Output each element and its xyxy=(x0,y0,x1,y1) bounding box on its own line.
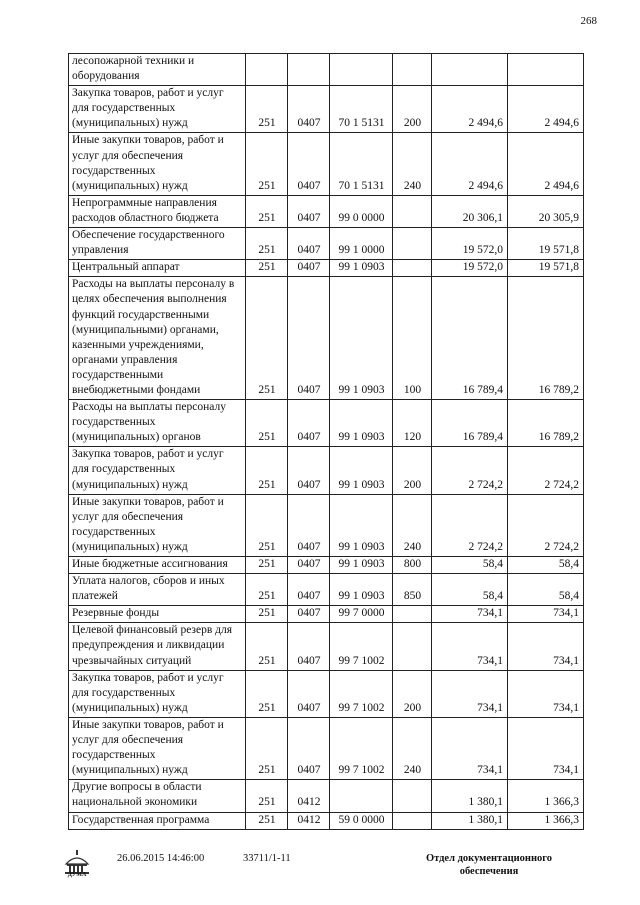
ministry-code-cell: 251 xyxy=(246,86,288,133)
target-item-cell: 70 1 5131 xyxy=(330,86,393,133)
target-item-cell: 99 0 0000 xyxy=(330,195,393,227)
expense-type-cell: 200 xyxy=(393,447,432,494)
amount-cell: 2 494,6 xyxy=(432,133,508,195)
amount-executed-cell: 1 366,3 xyxy=(508,812,584,829)
expense-type-cell: 200 xyxy=(393,86,432,133)
amount-executed-cell: 19 571,8 xyxy=(508,228,584,260)
amount-cell: 734,1 xyxy=(432,670,508,717)
section-code-cell: 0407 xyxy=(288,400,330,447)
ministry-code-cell: 251 xyxy=(246,606,288,623)
ministry-code-cell xyxy=(246,54,288,86)
row-name-cell: Государственная программа xyxy=(69,812,246,829)
table-row xyxy=(69,86,584,133)
table-row xyxy=(69,447,584,494)
ministry-code-cell: 251 xyxy=(246,277,288,400)
amount-cell: 1 380,1 xyxy=(432,812,508,829)
amount-executed-cell: 734,1 xyxy=(508,606,584,623)
amount-executed-cell: 734,1 xyxy=(508,717,584,779)
amount-cell: 20 306,1 xyxy=(432,195,508,227)
table-row xyxy=(69,400,584,447)
expense-type-cell: 240 xyxy=(393,494,432,556)
page-number: 268 xyxy=(580,15,597,27)
row-name-cell: Непрограммные направления расходов областного бюджета xyxy=(69,195,246,227)
expense-type-cell xyxy=(393,780,432,812)
section-code-cell: 0407 xyxy=(288,717,330,779)
expense-type-cell: 100 xyxy=(393,277,432,400)
row-name-cell: Иные закупки товаров, работ и услуг для обеспечения государственных (муниципальных) нужд xyxy=(69,494,246,556)
footer-department: Отдел документационного обеспечения xyxy=(425,853,553,877)
section-code-cell: 0407 xyxy=(288,133,330,195)
table-row xyxy=(69,54,584,86)
expense-type-cell xyxy=(393,195,432,227)
emblem-label: ДУМА xyxy=(67,872,87,878)
expense-type-cell: 240 xyxy=(393,717,432,779)
amount-executed-cell: 20 305,9 xyxy=(508,195,584,227)
amount-executed-cell: 19 571,8 xyxy=(508,260,584,277)
table-row xyxy=(69,812,584,829)
expense-type-cell xyxy=(393,623,432,670)
ministry-code-cell: 251 xyxy=(246,228,288,260)
row-name-cell: Расходы на выплаты персоналу государственных (муниципальных) органов xyxy=(69,400,246,447)
amount-cell: 734,1 xyxy=(432,623,508,670)
amount-cell: 19 572,0 xyxy=(432,260,508,277)
amount-cell: 58,4 xyxy=(432,574,508,606)
section-code-cell: 0407 xyxy=(288,574,330,606)
target-item-cell: 99 1 0903 xyxy=(330,557,393,574)
section-code-cell: 0407 xyxy=(288,228,330,260)
row-name-cell: Иные закупки товаров, работ и услуг для обеспечения государственных (муниципальных) нужд xyxy=(69,133,246,195)
section-code-cell: 0407 xyxy=(288,447,330,494)
target-item-cell: 99 1 0903 xyxy=(330,400,393,447)
section-code-cell xyxy=(288,54,330,86)
target-item-cell: 99 7 1002 xyxy=(330,623,393,670)
amount-executed-cell: 58,4 xyxy=(508,574,584,606)
table-row xyxy=(69,494,584,556)
amount-cell: 58,4 xyxy=(432,557,508,574)
section-code-cell: 0407 xyxy=(288,623,330,670)
section-code-cell: 0407 xyxy=(288,86,330,133)
row-name-cell: Целевой финансовый резерв для предупреждения и ликвидации чрезвычайных ситуаций xyxy=(69,623,246,670)
budget-table-body xyxy=(69,54,584,830)
amount-executed-cell: 16 789,2 xyxy=(508,277,584,400)
duma-emblem-icon xyxy=(62,850,92,884)
expense-type-cell xyxy=(393,228,432,260)
amount-cell: 16 789,4 xyxy=(432,400,508,447)
row-name-cell: лесопожарной техники и оборудования xyxy=(69,54,246,86)
row-name-cell: Закупка товаров, работ и услуг для государственных (муниципальных) нужд xyxy=(69,86,246,133)
amount-cell: 734,1 xyxy=(432,606,508,623)
row-name-cell: Закупка товаров, работ и услуг для государственных (муниципальных) нужд xyxy=(69,670,246,717)
ministry-code-cell: 251 xyxy=(246,780,288,812)
expense-type-cell xyxy=(393,606,432,623)
ministry-code-cell: 251 xyxy=(246,670,288,717)
target-item-cell: 99 1 0903 xyxy=(330,447,393,494)
expense-type-cell: 240 xyxy=(393,133,432,195)
section-code-cell: 0407 xyxy=(288,494,330,556)
table-row xyxy=(69,260,584,277)
section-code-cell: 0407 xyxy=(288,277,330,400)
target-item-cell: 99 1 0903 xyxy=(330,277,393,400)
amount-executed-cell: 1 366,3 xyxy=(508,780,584,812)
table-row xyxy=(69,228,584,260)
section-code-cell: 0412 xyxy=(288,780,330,812)
table-row xyxy=(69,574,584,606)
section-code-cell: 0412 xyxy=(288,812,330,829)
table-row xyxy=(69,133,584,195)
target-item-cell: 99 7 1002 xyxy=(330,670,393,717)
section-code-cell: 0407 xyxy=(288,260,330,277)
row-name-cell: Другие вопросы в области национальной экономики xyxy=(69,780,246,812)
row-name-cell: Обеспечение государственного управления xyxy=(69,228,246,260)
table-row xyxy=(69,670,584,717)
table-row xyxy=(69,623,584,670)
amount-executed-cell: 58,4 xyxy=(508,557,584,574)
target-item-cell: 59 0 0000 xyxy=(330,812,393,829)
amount-executed-cell: 2 494,6 xyxy=(508,133,584,195)
table-row xyxy=(69,780,584,812)
table-row xyxy=(69,557,584,574)
target-item-cell: 99 7 1002 xyxy=(330,717,393,779)
expense-type-cell: 850 xyxy=(393,574,432,606)
expense-type-cell xyxy=(393,54,432,86)
target-item-cell: 99 1 0000 xyxy=(330,228,393,260)
amount-executed-cell xyxy=(508,54,584,86)
table-row xyxy=(69,277,584,400)
amount-cell: 2 724,2 xyxy=(432,494,508,556)
amount-executed-cell: 2 724,2 xyxy=(508,447,584,494)
ministry-code-cell: 251 xyxy=(246,195,288,227)
amount-cell: 2 724,2 xyxy=(432,447,508,494)
table-row xyxy=(69,606,584,623)
amount-cell: 1 380,1 xyxy=(432,780,508,812)
row-name-cell: Уплата налогов, сборов и иных платежей xyxy=(69,574,246,606)
ministry-code-cell: 251 xyxy=(246,400,288,447)
ministry-code-cell: 251 xyxy=(246,260,288,277)
section-code-cell: 0407 xyxy=(288,195,330,227)
expense-type-cell xyxy=(393,260,432,277)
target-item-cell: 99 7 0000 xyxy=(330,606,393,623)
ministry-code-cell: 251 xyxy=(246,717,288,779)
ministry-code-cell: 251 xyxy=(246,494,288,556)
ministry-code-cell: 251 xyxy=(246,447,288,494)
amount-executed-cell: 2 494,6 xyxy=(508,86,584,133)
row-name-cell: Резервные фонды xyxy=(69,606,246,623)
section-code-cell: 0407 xyxy=(288,670,330,717)
amount-cell: 734,1 xyxy=(432,717,508,779)
footer-datetime: 26.06.2015 14:46:00 xyxy=(117,853,205,864)
row-name-cell: Центральный аппарат xyxy=(69,260,246,277)
ministry-code-cell: 251 xyxy=(246,557,288,574)
amount-executed-cell: 734,1 xyxy=(508,670,584,717)
section-code-cell: 0407 xyxy=(288,557,330,574)
footer-doc-number: 33711/1-11 xyxy=(243,853,291,864)
amount-cell: 19 572,0 xyxy=(432,228,508,260)
amount-executed-cell: 2 724,2 xyxy=(508,494,584,556)
row-name-cell: Расходы на выплаты персоналу в целях обеспечения выполнения функций государственными (муниципальными) органами, казенными учреждениями, органами управления государственными внебюджетными фондами xyxy=(69,277,246,400)
amount-executed-cell: 734,1 xyxy=(508,623,584,670)
row-name-cell: Закупка товаров, работ и услуг для государственных (муниципальных) нужд xyxy=(69,447,246,494)
ministry-code-cell: 251 xyxy=(246,133,288,195)
target-item-cell: 99 1 0903 xyxy=(330,494,393,556)
expense-type-cell: 800 xyxy=(393,557,432,574)
row-name-cell: Иные закупки товаров, работ и услуг для обеспечения государственных (муниципальных) нужд xyxy=(69,717,246,779)
expense-type-cell: 120 xyxy=(393,400,432,447)
target-item-cell xyxy=(330,54,393,86)
ministry-code-cell: 251 xyxy=(246,623,288,670)
amount-executed-cell: 16 789,2 xyxy=(508,400,584,447)
expense-type-cell xyxy=(393,812,432,829)
row-name-cell: Иные бюджетные ассигнования xyxy=(69,557,246,574)
expense-type-cell: 200 xyxy=(393,670,432,717)
table-row xyxy=(69,195,584,227)
ministry-code-cell: 251 xyxy=(246,812,288,829)
ministry-code-cell: 251 xyxy=(246,574,288,606)
target-item-cell xyxy=(330,780,393,812)
amount-cell: 16 789,4 xyxy=(432,277,508,400)
amount-cell: 2 494,6 xyxy=(432,86,508,133)
target-item-cell: 99 1 0903 xyxy=(330,260,393,277)
target-item-cell: 70 1 5131 xyxy=(330,133,393,195)
section-code-cell: 0407 xyxy=(288,606,330,623)
amount-cell xyxy=(432,54,508,86)
table-row xyxy=(69,717,584,779)
budget-table xyxy=(68,53,584,830)
target-item-cell: 99 1 0903 xyxy=(330,574,393,606)
